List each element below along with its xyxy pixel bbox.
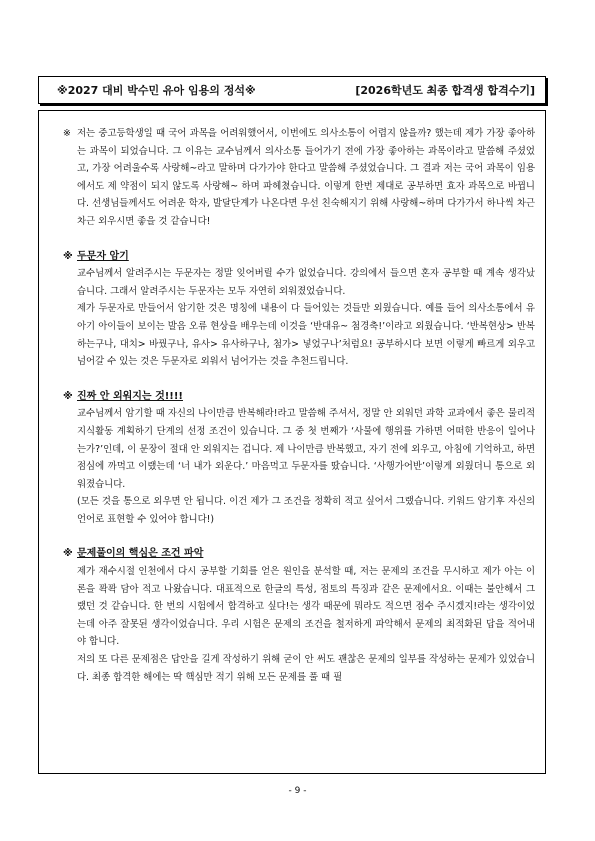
section-title-text: 문제풀이의 핵심은 조건 파악 xyxy=(77,548,204,560)
section-body xyxy=(49,405,535,528)
section-paragraph: 교수님께서 암기할 때 자신의 나이만큼 반복해라!라고 말씀해 주셔서, 정말 안 외워던 과학 교과에서 좋은 물리적 지식활동 계획하기 단계의 선정 조건이 있습니다. 그 중 첫 번째가 ‘사물에 행위를 가하면 어떠한 반응이 일어나는가?’인데, 이 문장이 절대 안 외워지는 겁니다. 제 나이만큼 반복했고, 자기 전에 외우고, 아침에 기억하고, 하면 점심에 까먹고 이랬는데 ‘너 내가 외운다.’ 마음먹고 두문자를 땄습니다. ‘사행가어반’이렇게 외웠더니 통으로 외워졌습니다. xyxy=(77,408,535,490)
section-paragraph: 교수님께서 알려주시는 두문자는 정말 잊어버릴 수가 없었습니다. 강의에서 들으면 혼자 공부할 때 계속 생각났습니다. 그래서 알려주시는 두문자는 모두 자연히 외워졌었습니다. xyxy=(77,268,535,297)
intro-paragraph xyxy=(49,125,535,231)
reference-mark: ※ xyxy=(63,548,73,560)
section-paragraph: 저의 또 다른 문제점은 답안을 길게 작성하기 위해 굳이 안 써도 괜찮은 문제의 일부를 작성하는 문제가 있었습니다. 최종 합격한 해에는 딱 핵심만 적기 위해 모든 문제를 풀 때 필 xyxy=(77,654,535,683)
section-paragraph: (모든 것을 통으로 외우면 안 됩니다. 이건 제가 그 조건을 정확히 적고 싶어서 그랬습니다. 키워드 암기후 자신의 언어로 표현할 수 있어야 합니다!) xyxy=(77,496,535,525)
section-body xyxy=(49,563,535,686)
document-header xyxy=(38,76,546,104)
section-mnemonic xyxy=(49,248,535,371)
section-title xyxy=(49,545,535,563)
section-title-text: 진짜 안 외워지는 것!!!! xyxy=(77,390,183,402)
section-problem-conditions xyxy=(49,545,535,686)
section-title xyxy=(49,248,535,266)
header-right-title: [2026학년도 최종 합격생 합격수기] xyxy=(355,84,535,97)
content-box xyxy=(38,110,546,774)
reference-mark: ※ xyxy=(63,128,71,139)
section-title xyxy=(49,388,535,406)
section-hard-to-memorize xyxy=(49,388,535,529)
reference-mark: ※ xyxy=(63,250,73,262)
section-paragraph: 제가 두문자로 만들어서 암기한 것은 명칭에 내용이 다 들어있는 것들만 외웠습니다. 예를 들어 의사소통에서 유아기 아이들이 보이는 발음 오류 현상을 배우는데 이것을 ‘반대유~ 첨경축!’이라고 외웠습니다. ‘반복현상> 반복하는구나, 대치> 바꿨구나, 유사> 유사하구나, 첨가> 넣었구나’처럼요! 공부하시다 보면 이렇게 빠르게 외우고 넘어갈 수 있는 것은 두문자로 외워서 넘어가는 것을 추천드립니다. xyxy=(77,303,536,368)
section-title-text: 두문자 암기 xyxy=(77,250,129,262)
reference-mark: ※ xyxy=(63,390,73,402)
section-body xyxy=(49,265,535,371)
intro-text: 저는 중고등학생일 때 국어 과목을 어려워했어서, 이번에도 의사소통이 어렵지 않을까? 했는데 제가 가장 좋아하는 과목이 되었습니다. 그 이유는 교수님께서 의사소통 들어가기 전에 가장 좋아하는 과목이라고 말씀해 주셨었고, 가장 어려울수록 사랑해~라고 말하며 다가가야 한다고 말씀해 주셨었습니다. 그 결과 저는 국어 과목이 임용에서도 제 약점이 되지 않도록 사랑해~ 하며 파헤쳤습니다. 이렇게 한번 제대로 공부하면 효자 과목으로 바뀝니다. 선생님들께서도 어려운 학자, 발달단계가 나온다면 우선 친숙해지기 위해 사랑해~하며 다가가서 하나씩 차근차근 외우시면 좋을 것 같습니다! xyxy=(77,128,535,227)
page-number: - 9 - xyxy=(288,786,307,796)
section-paragraph: 제가 재수시절 인천에서 다시 공부할 기회를 얻은 원인을 분석할 때, 저는 문제의 조건을 무시하고 제가 아는 이론을 꽉꽉 담아 적고 나왔습니다. 대표적으로 한글의 특성, 점토의 특징과 같은 문제에서요. 이때는 불안해서 그랬던 것 같습니다. 한 번의 시험에서 합격하고 싶다!는 생각 때문에 뭐라도 적으면 점수 주시겠지!라는 생각이었는데 아주 잘못된 생각이었습니다. 우리 시험은 문제의 조건을 철저하게 파악해서 문제의 최적화된 답을 적어내야 합니다. xyxy=(77,566,535,648)
header-left-title: ※2027 대비 박수민 유아 임용의 정석※ xyxy=(57,84,256,97)
